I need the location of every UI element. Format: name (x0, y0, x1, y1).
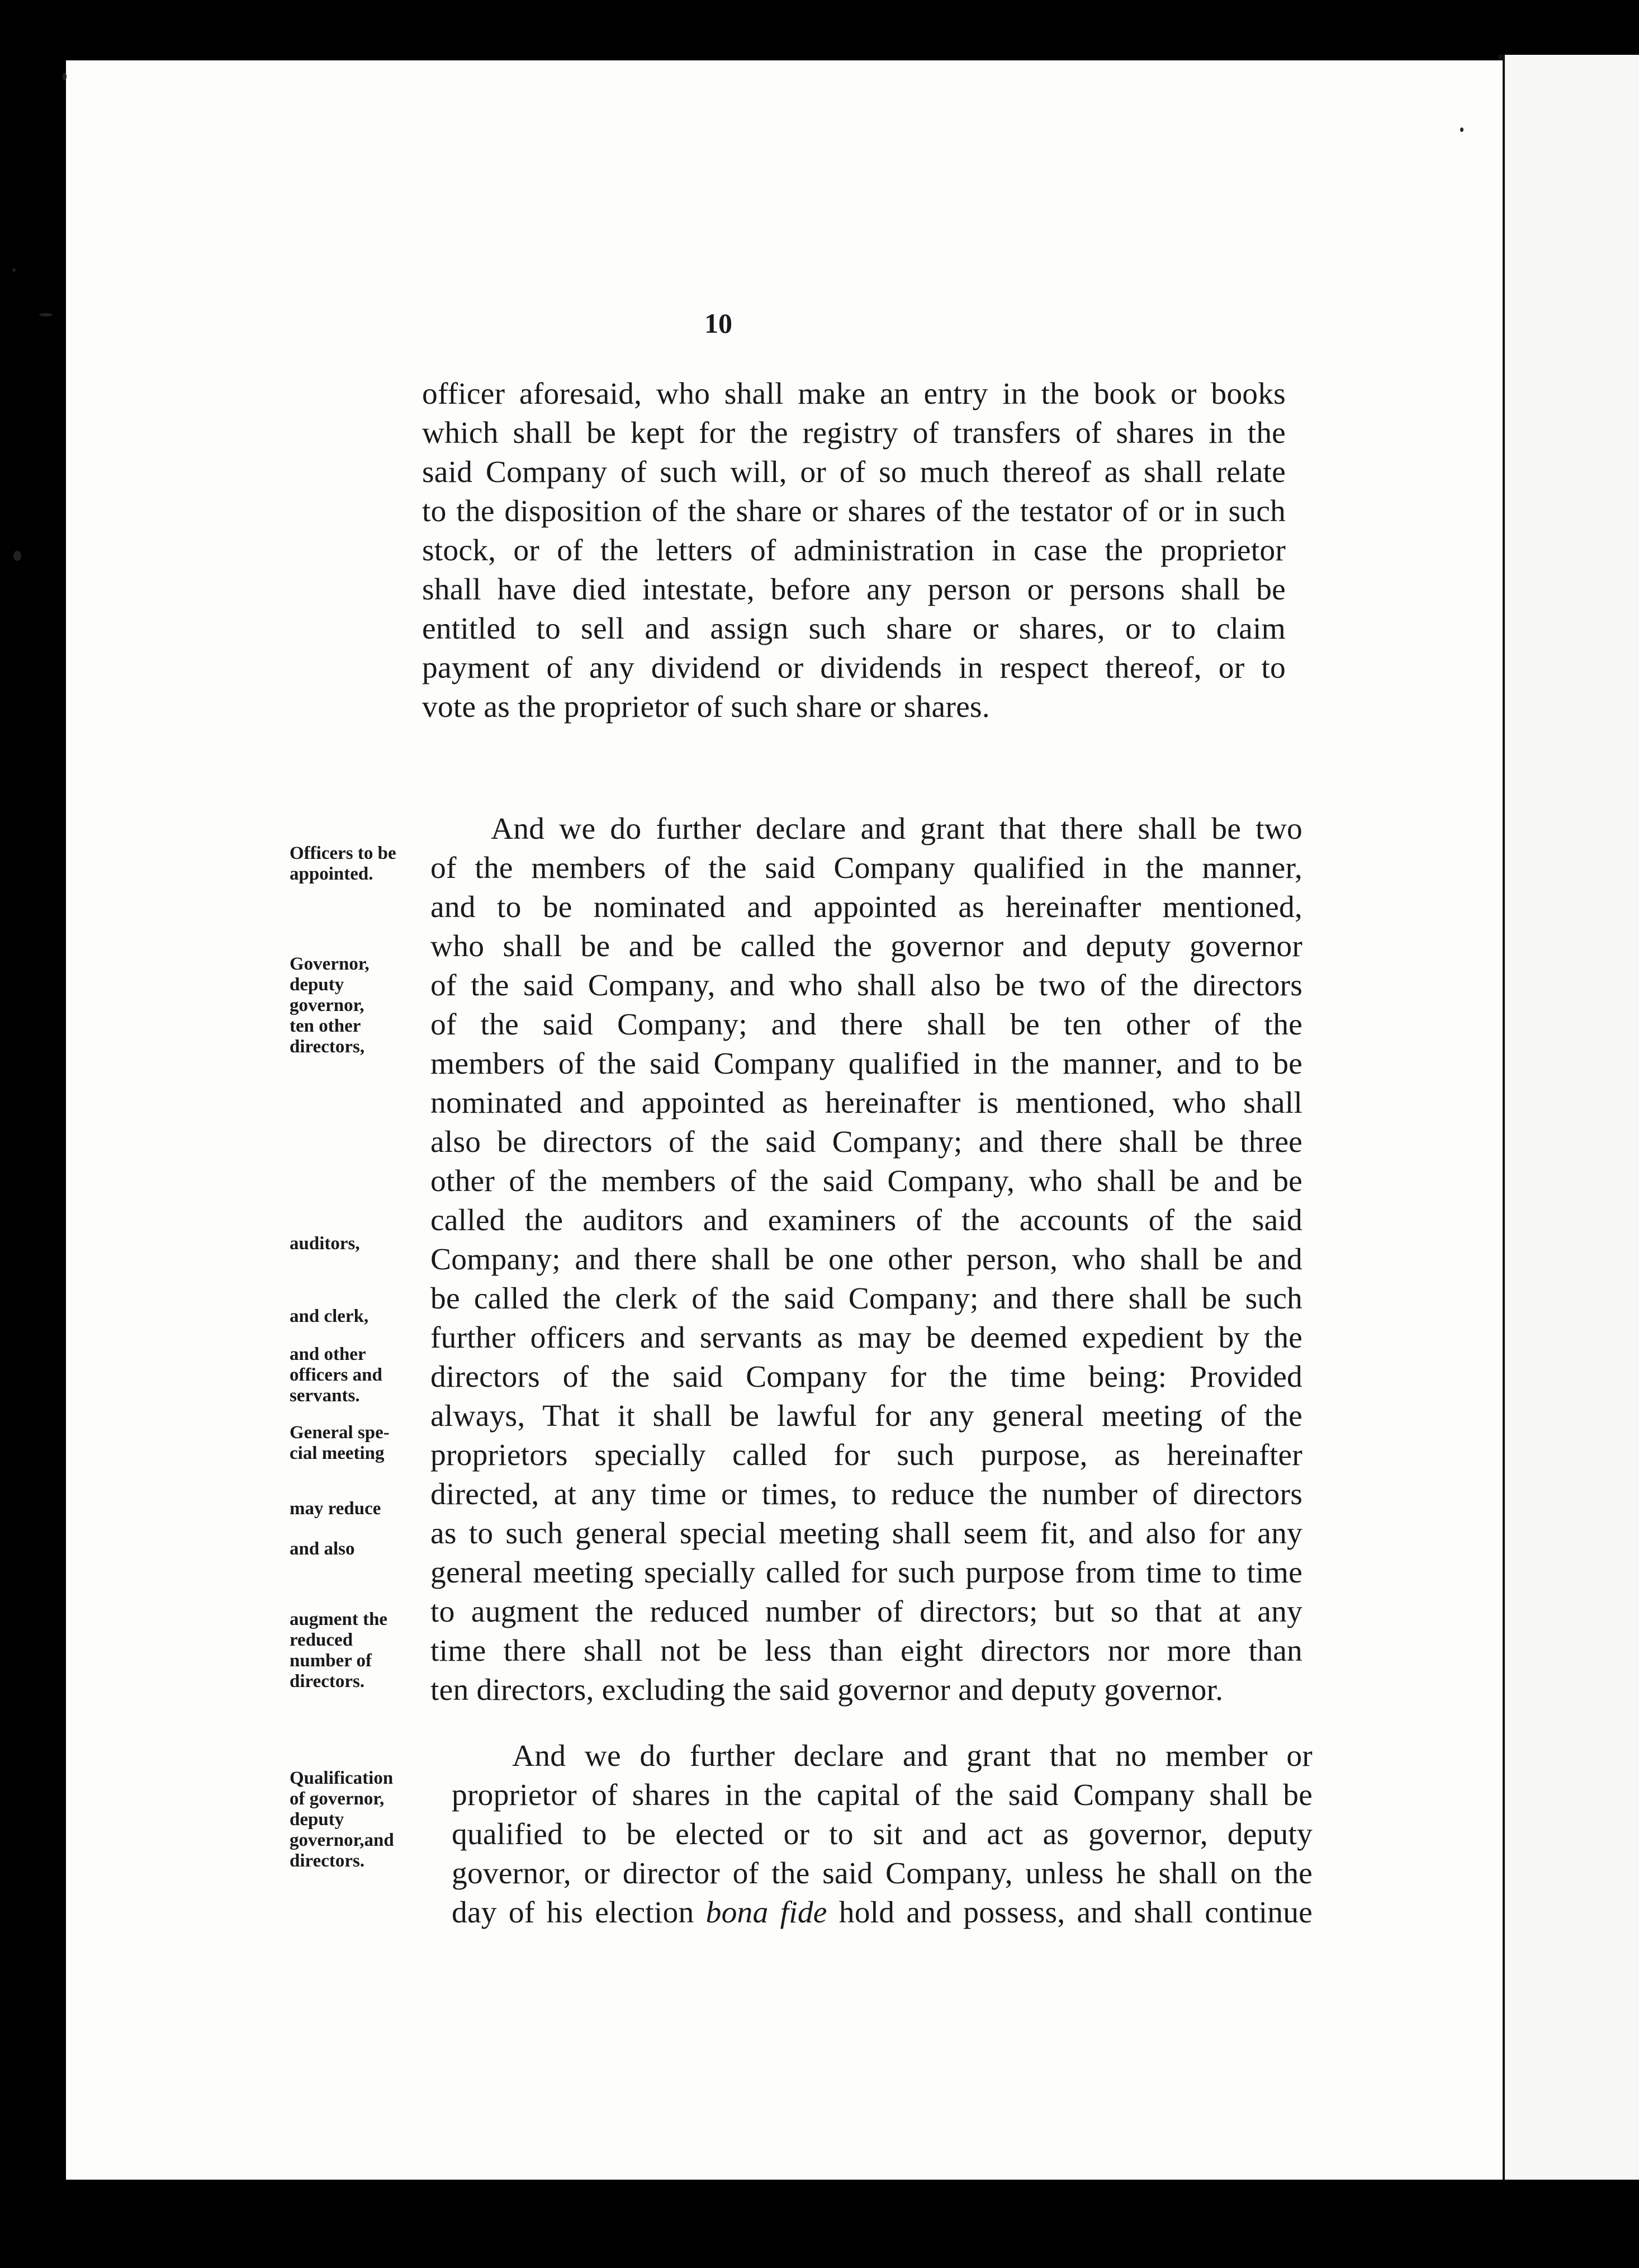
text-line: nominated and appointed as hereinafter is mentioned, who shall (430, 1086, 1302, 1120)
margin-note-qualification (290, 1768, 440, 1872)
text-line: other of the members of the said Company, who shall be and be (430, 1164, 1302, 1198)
margin-note-other-officers (290, 1344, 440, 1406)
text-line: always, That it shall be lawful for any general meeting of the (430, 1399, 1302, 1433)
text-line: of the said Company; and there shall be ten other of the (430, 1008, 1302, 1042)
text-run: day of his election (452, 1896, 706, 1930)
text-line: who shall be and be called the governor and deputy governor (430, 929, 1302, 963)
margin-note-line: Qualification (290, 1768, 394, 1788)
paragraph-2 (430, 810, 1302, 1710)
text-line: ten directors, excluding the said governor and deputy governor. (430, 1673, 1224, 1707)
text-line: And we do further declare and grant that there shall be two (491, 812, 1302, 846)
margin-note-line: appointed. (290, 864, 373, 884)
text-line: directors of the said Company for the time being: Provided (430, 1360, 1302, 1394)
margin-note-officers (290, 843, 440, 885)
margin-note-line: governor,and (290, 1830, 394, 1850)
margin-note-line: and other (290, 1344, 366, 1364)
paragraph-3 (452, 1737, 1313, 1932)
text-line: payment of any dividend or dividends in respect thereof, or to (422, 651, 1286, 685)
margin-note-line: augment the (290, 1609, 388, 1629)
margin-note-line: servants. (290, 1386, 360, 1406)
margin-note-may-reduce (290, 1499, 440, 1519)
margin-note-line: and also (290, 1539, 355, 1559)
margin-note-line: General spe- (290, 1423, 390, 1443)
text-line: proprietor of shares in the capital of the said Company shall be (452, 1778, 1313, 1812)
margin-note-line: officers and (290, 1365, 382, 1385)
margin-note-line: auditors, (290, 1234, 360, 1254)
facing-page-edge (1503, 55, 1639, 2180)
margin-note-line: reduced (290, 1630, 353, 1650)
text-line: And we do further declare and grant that no member or (512, 1739, 1313, 1773)
scan-speck (39, 313, 53, 316)
margin-note-line: governor, (290, 995, 364, 1015)
text-line: governor, or director of the said Company, unless he shall on the (452, 1856, 1313, 1891)
scan-speck (63, 73, 67, 81)
margin-note-line: cial meeting (290, 1443, 385, 1463)
margin-note-auditors (290, 1234, 440, 1254)
margin-note-line: may reduce (290, 1499, 381, 1519)
text-line: proprietors specially called for such purpose, as hereinafter (430, 1438, 1302, 1472)
text-line: of the said Company, and who shall also be two of the directors (430, 968, 1302, 1003)
text-line: officer aforesaid, who shall make an entry in the book or books (422, 377, 1286, 411)
margin-note-general-meeting (290, 1423, 440, 1464)
text-line: vote as the proprietor of such share or shares. (422, 690, 990, 724)
margin-note-line: ten other (290, 1016, 361, 1036)
italic-phrase: bona fide (705, 1896, 827, 1930)
text-line: to the disposition of the share or shares of the testator of or in such (422, 494, 1286, 528)
margin-note-line: Officers to be (290, 843, 396, 863)
text-line: and to be nominated and appointed as hereinafter mentioned, (430, 890, 1302, 924)
page-number: 10 (704, 308, 732, 339)
margin-note-line: directors. (290, 1671, 365, 1691)
margin-note-line: directors. (290, 1851, 365, 1871)
margin-note-augment (290, 1609, 440, 1692)
margin-note-line: directors, (290, 1037, 365, 1057)
text-line: general meeting specially called for such purpose from time to time (430, 1556, 1302, 1590)
text-line: of the members of the said Company qualified in the manner, (430, 851, 1302, 885)
text-line: entitled to sell and assign such share or shares, or to claim (422, 612, 1286, 646)
text-line: members of the said Company qualified in the manner, and to be (430, 1047, 1302, 1081)
margin-note-line: Governor, (290, 954, 370, 974)
text-line: directed, at any time or times, to reduce the number of directors (430, 1477, 1302, 1511)
margin-note-line: number of (290, 1651, 372, 1671)
scan-speck (1460, 127, 1463, 132)
margin-note-line: deputy (290, 1809, 344, 1830)
text-line: said Company of such will, or of so much thereof as shall relate (422, 455, 1286, 489)
text-run: hold and possess, and shall continue (827, 1896, 1313, 1930)
text-line: stock, or of the letters of administration in case the proprietor (422, 533, 1286, 568)
text-line: time there shall not be less than eight directors nor more than (430, 1634, 1302, 1668)
text-line: which shall be kept for the registry of transfers of shares in the (422, 416, 1286, 450)
text-line: as to such general special meeting shall seem fit, and also for any (430, 1516, 1302, 1551)
margin-note-line: deputy (290, 975, 344, 995)
text-line (452, 1893, 1313, 1932)
text-line: qualified to be elected or to sit and act as governor, deputy (452, 1817, 1313, 1851)
margin-note-clerk (290, 1306, 440, 1327)
scan-speck (12, 268, 16, 272)
paragraph-1 (422, 375, 1286, 727)
text-line: to augment the reduced number of directors; but so that at any (430, 1595, 1302, 1629)
margin-note-governor (290, 954, 440, 1057)
margin-note-line: and clerk, (290, 1306, 369, 1326)
text-line: shall have died intestate, before any person or persons shall be (422, 573, 1286, 607)
text-line: be called the clerk of the said Company; and there shall be such (430, 1282, 1302, 1316)
margin-note-and-also (290, 1539, 440, 1560)
margin-note-line: of governor, (290, 1789, 385, 1809)
text-line: further officers and servants as may be deemed expedient by the (430, 1321, 1302, 1355)
text-line: called the auditors and examiners of the accounts of the said (430, 1203, 1302, 1237)
text-line: Company; and there shall be one other person, who shall be and (430, 1242, 1302, 1277)
text-line: also be directors of the said Company; and there shall be three (430, 1125, 1302, 1159)
scan-speck (13, 551, 21, 561)
